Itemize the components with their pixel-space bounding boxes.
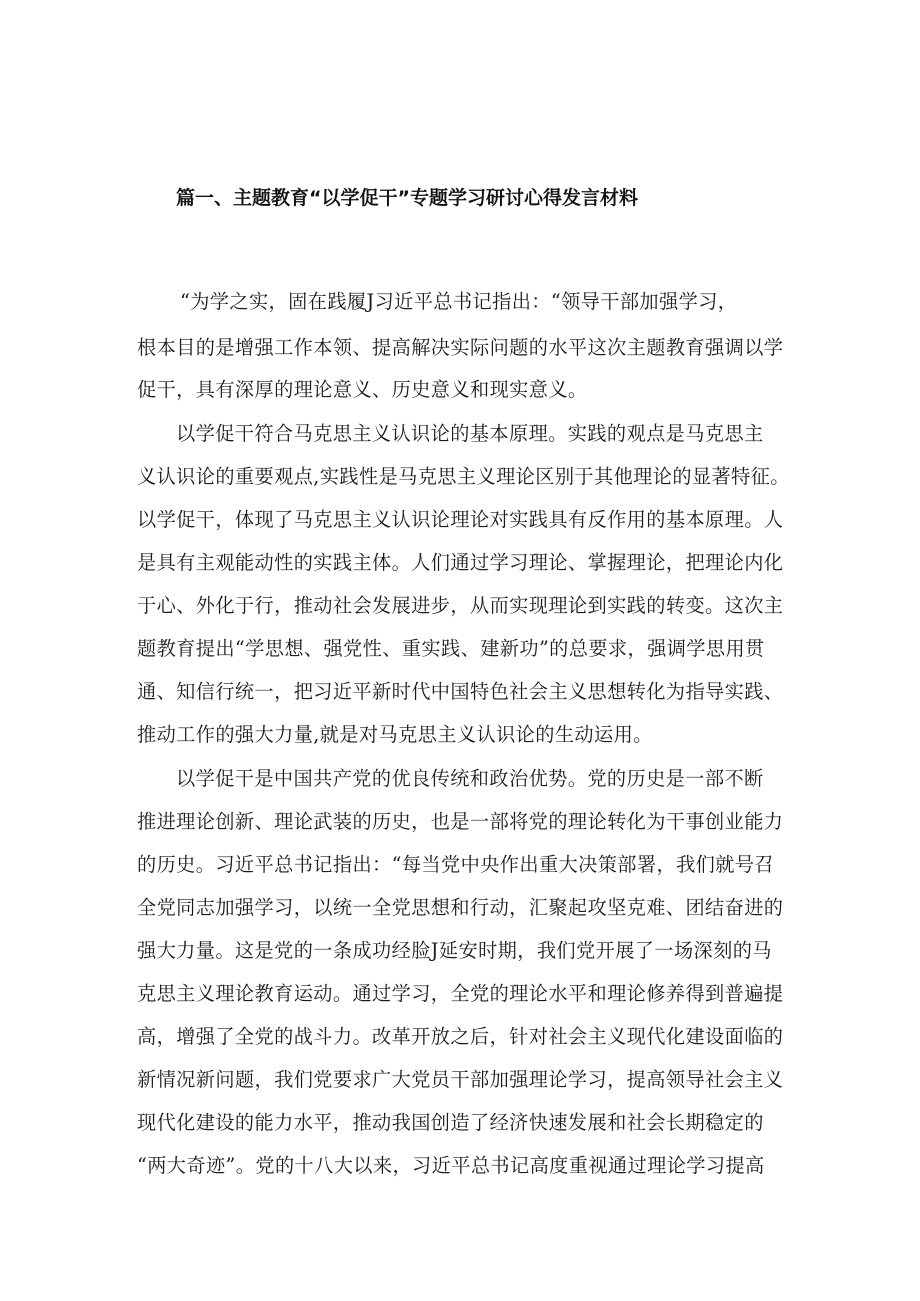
text-line: 促干，具有深厚的理论意义、历史意义和现实意义。	[137, 378, 588, 401]
text-line: 以学促干是中国共产党的优良传统和政治优势。党的历史是一部不断	[176, 767, 764, 790]
text-line: “为学之实，固在践履J习近平总书记指出：“领导干部加强学习，	[180, 290, 738, 313]
text-line: 以学促干符合马克思主义认识论的基本原理。实践的观点是马克思主	[176, 422, 764, 445]
text-line: 新情况新问题，我们党要求广大党员干部加强理论学习，提高领导社会主义	[137, 1068, 784, 1091]
text-line: 于心、外化于行，推动社会发展进步，从而实现理论到实践的转变。这次主	[137, 594, 784, 617]
text-line: 是具有主观能动性的实践主体。人们通过学习理论、掌握理论，把理论内化	[137, 551, 784, 574]
text-line: 推动工作的强大力量,就是对马克思主义认识论的生动运用。	[137, 723, 653, 746]
text-line: 高，增强了全党的战斗力。改革开放之后，针对社会主义现代化建设面临的	[137, 1025, 784, 1048]
text-line: 推进理论创新、理论武装的历史，也是一部将党的理论转化为干事创业能力	[137, 810, 784, 833]
text-line: 根本目的是增强工作本领、提高解决实际问题的水平这次主题教育强调以学	[137, 336, 784, 359]
text-line: 克思主义理论教育运动。通过学习，全党的理论水平和理论修养得到普遍提	[137, 982, 784, 1005]
text-line: “两大奇迹”。党的十八大以来，习近平总书记高度重视通过理论学习提高	[137, 1154, 765, 1177]
text-line: 以学促干，体现了马克思主义认识论理论对实践具有反作用的基本原理。人	[137, 508, 784, 531]
text-line: 强大力量。这是党的一条成功经脸J延安时期，我们党开展了一场深刻的马	[137, 939, 772, 962]
text-line: 题教育提出“学思想、强党性、重实践、建新功”的总要求，强调学思用贯	[137, 637, 765, 660]
text-line: 义认识论的重要观点,实践性是马克思主义理论区别于其他理论的显著特征。	[137, 465, 790, 488]
text-line: 全党同志加强学习，以统一全党思想和行动，汇聚起攻坚克难、团结奋进的	[137, 896, 784, 919]
document-title: 篇一、主题教育“以学促干”专题学习研讨心得发言材料	[176, 187, 638, 209]
text-line: 通、知信行统一，把习近平新时代中国特色社会主义思想转化为指导实践、	[137, 680, 784, 703]
text-line: 现代化建设的能力水平，推动我国创造了经济快速发展和社会长期稳定的	[137, 1111, 764, 1134]
text-line: 的历史。习近平总书记指出：“每当党中央作出重大决策部署，我们就号召	[137, 853, 775, 876]
